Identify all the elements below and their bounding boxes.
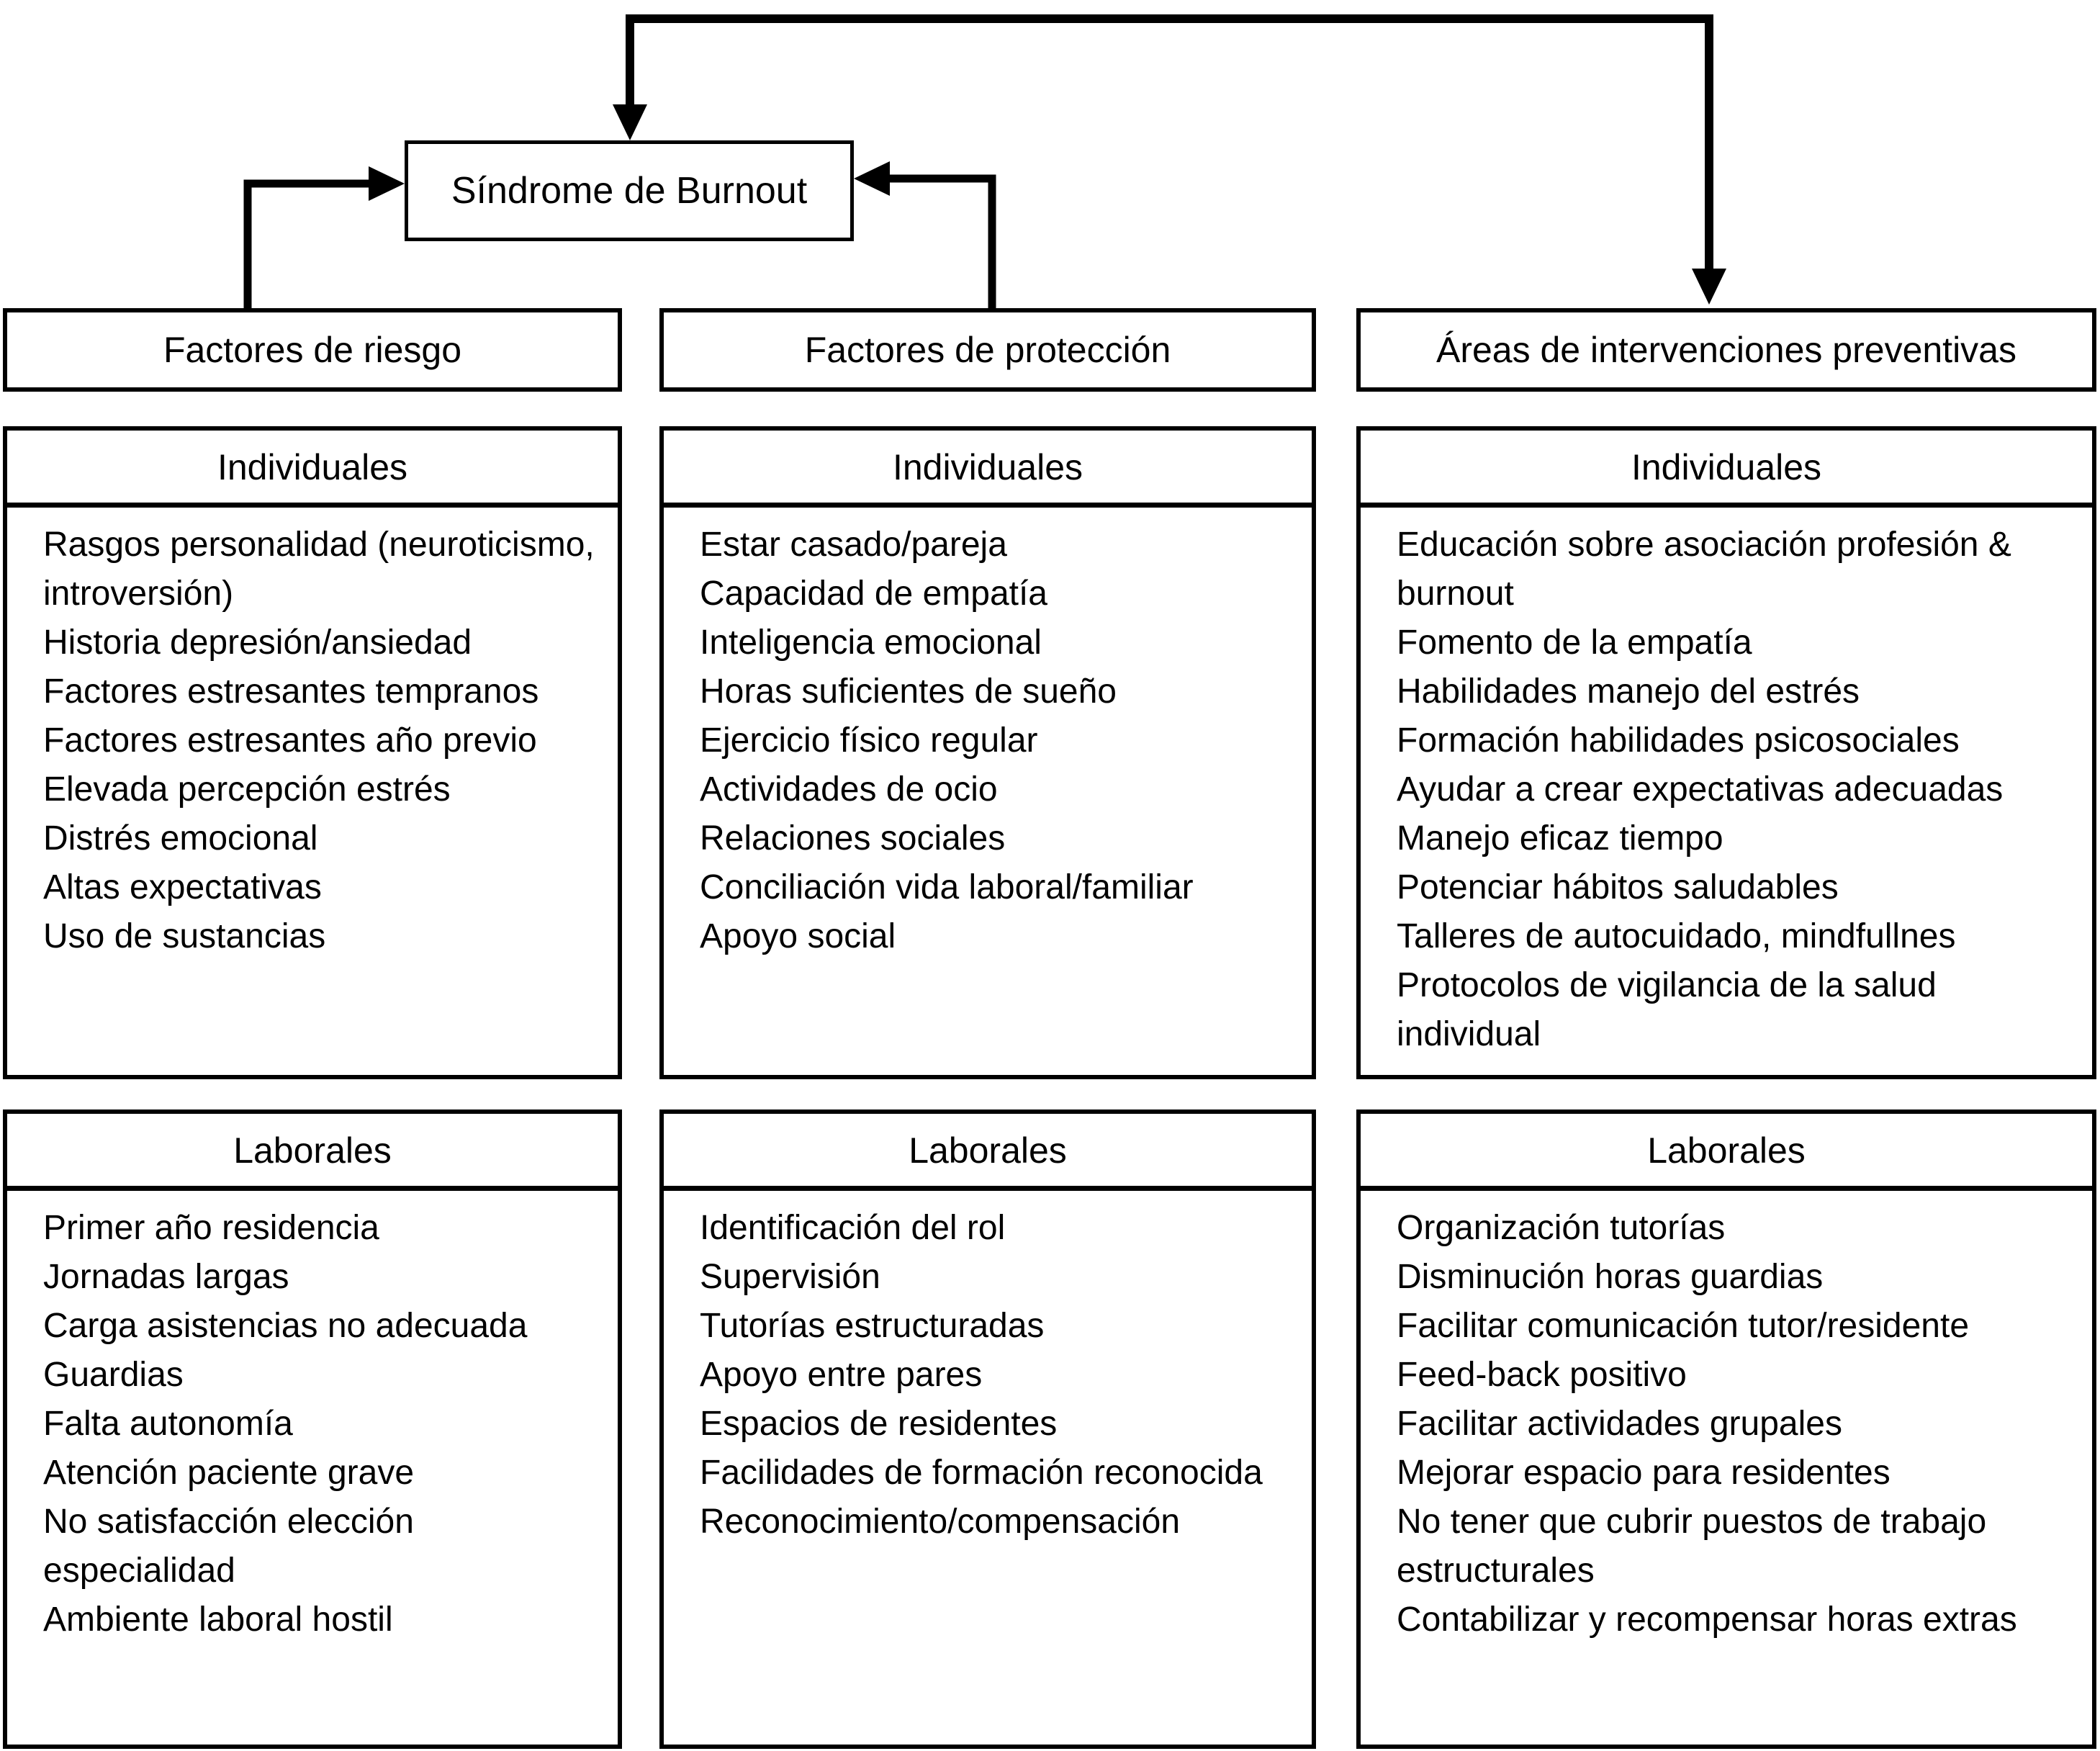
section-item-list: [664, 1191, 1312, 1745]
column-header-factores-de-riesgo: [3, 308, 622, 392]
section-intervenciones-laborales: [1356, 1109, 2096, 1749]
list-item: Horas suficientes de sueño: [700, 672, 1117, 711]
list-item: Protocolos de vigilancia de la salud individual: [1397, 966, 1937, 1053]
list-item: Habilidades manejo del estrés: [1397, 672, 1860, 711]
column-header-label: Áreas de intervenciones preventivas: [1436, 330, 2016, 370]
list-item: Tutorías estructuradas: [700, 1307, 1045, 1345]
list-item: Manejo eficaz tiempo: [1397, 819, 1723, 858]
list-item: Facilitar actividades grupales: [1397, 1405, 1842, 1443]
list-item: Potenciar hábitos saludables: [1397, 868, 1839, 906]
column-header-label: Factores de protección: [804, 330, 1171, 370]
list-item: Organización tutorías: [1397, 1209, 1726, 1247]
list-item: Primer año residencia: [43, 1209, 379, 1247]
section-riesgo-laborales: [3, 1109, 622, 1749]
list-item: Conciliación vida laboral/familiar: [700, 868, 1194, 906]
list-item: Reconocimiento/compensación: [700, 1503, 1181, 1541]
root-node-label: Síndrome de Burnout: [451, 170, 808, 212]
list-item: Atención paciente grave: [43, 1454, 415, 1492]
section-title: Individuales: [664, 431, 1312, 508]
list-item: Facilidades de formación reconocida: [700, 1454, 1263, 1492]
list-item: Apoyo entre pares: [700, 1356, 983, 1394]
section-riesgo-individuales: [3, 426, 622, 1079]
list-item: Facilitar comunicación tutor/residente: [1397, 1307, 1970, 1345]
section-intervenciones-individuales: [1356, 426, 2096, 1079]
section-title: Laborales: [1361, 1114, 2092, 1191]
list-item: Relaciones sociales: [700, 819, 1006, 858]
list-item: Carga asistencias no adecuada: [43, 1307, 528, 1345]
section-proteccion-individuales: [659, 426, 1316, 1079]
list-item: Disminución horas guardias: [1397, 1258, 1824, 1296]
list-item: Fomento de la empatía: [1397, 624, 1752, 662]
list-item: Contabilizar y recompensar horas extras: [1397, 1601, 2017, 1639]
section-item-list: [664, 508, 1312, 1075]
list-item: Historia depresión/ansiedad: [43, 624, 472, 662]
list-item: Formación habilidades psicosociales: [1397, 721, 1960, 760]
column-header-label: Factores de riesgo: [163, 330, 462, 370]
list-item: No tener que cubrir puestos de trabajo estructurales: [1397, 1503, 1987, 1590]
section-title: Individuales: [1361, 431, 2092, 508]
list-item: Actividades de ocio: [700, 770, 998, 809]
list-item: Ambiente laboral hostil: [43, 1601, 393, 1639]
section-item-list: [7, 1191, 618, 1745]
list-item: Uso de sustancias: [43, 917, 326, 955]
section-title: Individuales: [7, 431, 618, 508]
root-node-sindrome-de-burnout: [405, 140, 854, 241]
list-item: Talleres de autocuidado, mindfullnes: [1397, 917, 1956, 955]
list-item: Inteligencia emocional: [700, 624, 1042, 662]
list-item: Ayudar a crear expectativas adecuadas: [1397, 770, 2004, 809]
list-item: Espacios de residentes: [700, 1405, 1058, 1443]
list-item: Supervisión: [700, 1258, 880, 1296]
list-item: Elevada percepción estrés: [43, 770, 451, 809]
list-item: Mejorar espacio para residentes: [1397, 1454, 1891, 1492]
section-title: Laborales: [664, 1114, 1312, 1191]
list-item: Factores estresantes año previo: [43, 721, 537, 760]
section-proteccion-laborales: [659, 1109, 1316, 1749]
list-item: Guardias: [43, 1356, 184, 1394]
list-item: Rasgos personalidad (neuroticismo, introversión): [43, 526, 595, 613]
list-item: Falta autonomía: [43, 1405, 293, 1443]
section-title: Laborales: [7, 1114, 618, 1191]
column-header-areas-intervenciones: [1356, 308, 2096, 392]
section-item-list: [7, 508, 618, 1075]
list-item: Estar casado/pareja: [700, 526, 1007, 564]
list-item: Altas expectativas: [43, 868, 322, 906]
list-item: Apoyo social: [700, 917, 896, 955]
list-item: Ejercicio físico regular: [700, 721, 1038, 760]
list-item: No satisfacción elección especialidad: [43, 1503, 414, 1590]
column-header-factores-de-proteccion: [659, 308, 1316, 392]
list-item: Educación sobre asociación profesión & burnout: [1397, 526, 2011, 613]
section-item-list: [1361, 1191, 2092, 1745]
list-item: Capacidad de empatía: [700, 575, 1047, 613]
list-item: Feed-back positivo: [1397, 1356, 1687, 1394]
list-item: Distrés emocional: [43, 819, 318, 858]
list-item: Identificación del rol: [700, 1209, 1006, 1247]
section-item-list: [1361, 508, 2092, 1075]
list-item: Jornadas largas: [43, 1258, 289, 1296]
list-item: Factores estresantes tempranos: [43, 672, 539, 711]
